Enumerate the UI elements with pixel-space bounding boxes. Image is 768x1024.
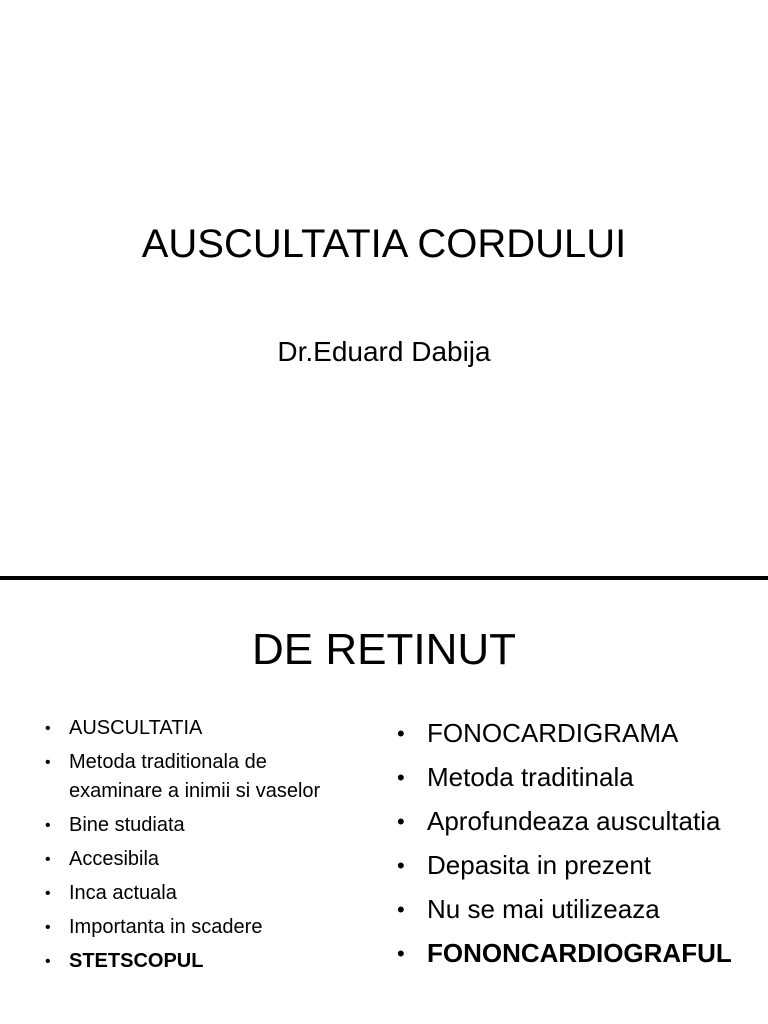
- list-item-text: Depasita in prezent: [427, 850, 652, 880]
- bullet-icon: •: [45, 851, 51, 868]
- list-item: [45, 913, 331, 942]
- list-item-text: Inca actuala: [69, 882, 177, 904]
- bullet-icon: •: [45, 919, 51, 936]
- list-item: [397, 716, 757, 751]
- presentation-title: AUSCULTATIA CORDULUI: [141, 222, 627, 266]
- list-item: [45, 947, 331, 976]
- list-item-text: Accesibila: [69, 848, 160, 870]
- list-item: [45, 714, 331, 743]
- bullet-icon: •: [45, 754, 51, 771]
- list-item: [45, 748, 331, 806]
- slide-de-retinut: [0, 580, 768, 1024]
- slide-heading: DE RETINUT: [252, 625, 516, 674]
- bullet-icon: •: [397, 765, 405, 790]
- list-item: [397, 760, 757, 795]
- list-item-text: Metoda traditionala de examinare a inimii si vaselor: [69, 751, 321, 802]
- bullet-icon: •: [45, 885, 51, 902]
- author-subtitle: Dr.Eduard Dabija: [277, 336, 491, 367]
- list-item-text: Bine studiata: [69, 814, 185, 836]
- bullet-icon: •: [45, 720, 51, 737]
- bullet-icon: •: [397, 941, 405, 966]
- list-item-text: Aprofundeaza auscultatia: [427, 806, 721, 836]
- list-item: [45, 879, 331, 908]
- list-item-text: Metoda traditinala: [427, 762, 634, 792]
- list-item-text: FONOCARDIGRAMA: [427, 718, 679, 748]
- bullet-icon: •: [397, 809, 405, 834]
- list-item-text: Importanta in scadere: [69, 916, 263, 938]
- right-bullet-list: [397, 716, 757, 980]
- list-item: [45, 845, 331, 874]
- list-item-text: STETSCOPUL: [69, 950, 204, 972]
- left-bullet-list: [45, 714, 331, 981]
- bullet-icon: •: [45, 953, 51, 970]
- bullet-icon: •: [397, 897, 405, 922]
- bullet-icon: •: [397, 853, 405, 878]
- list-item: [397, 804, 757, 839]
- list-item-text: FONONCARDIOGRAFUL: [427, 938, 732, 968]
- list-item-text: Nu se mai utilizeaza: [427, 894, 660, 924]
- list-item: [397, 936, 757, 971]
- list-item: [397, 848, 757, 883]
- bullet-icon: •: [397, 721, 405, 746]
- list-item: [397, 892, 757, 927]
- list-item: [45, 811, 331, 840]
- list-item-text: AUSCULTATIA: [69, 717, 203, 739]
- bullet-icon: •: [45, 817, 51, 834]
